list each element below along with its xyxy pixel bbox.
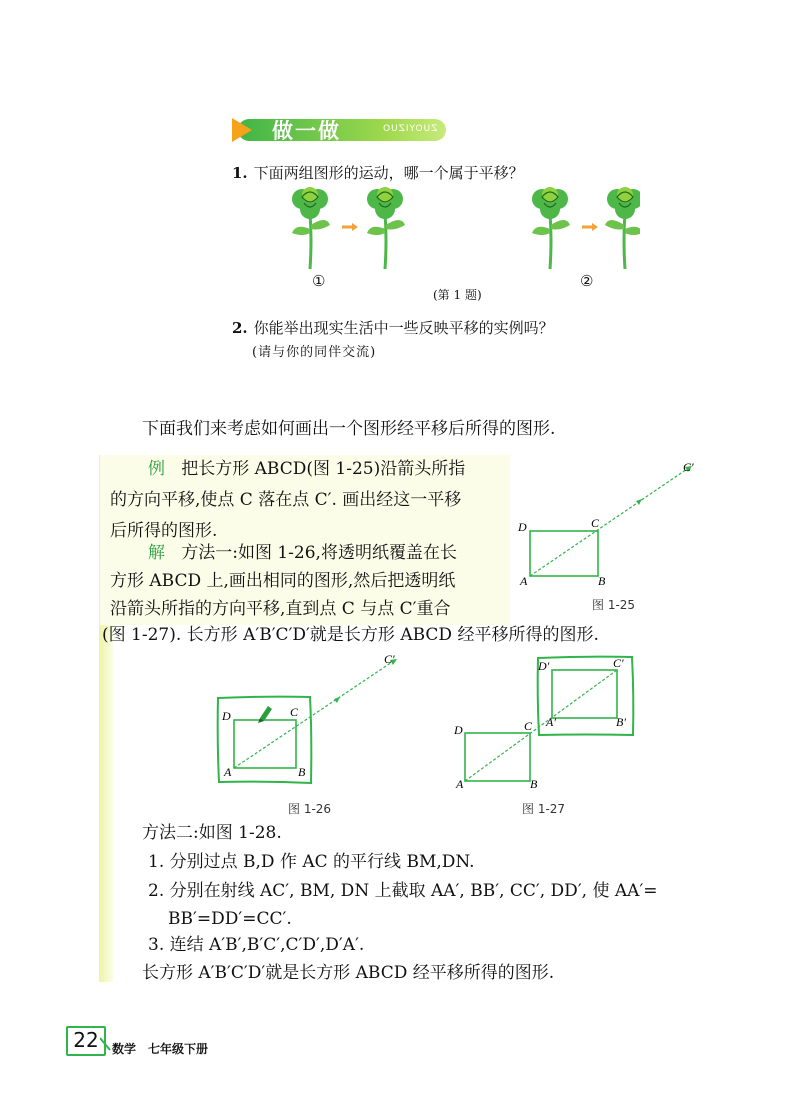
banner-title: 做一做 [272, 118, 341, 143]
solution-line-1 [148, 538, 457, 569]
method-2-title: 方法二:如图 1-28. [142, 823, 282, 843]
solution-line-3: 沿箭头所指的方向平移,直到点 C 与点 C′重合 [110, 599, 451, 619]
banner-pinyin: ZUOYIZUO [382, 124, 438, 134]
figure-1-26 [210, 650, 410, 790]
translation-arrow [530, 467, 690, 576]
point-b-label: B [530, 777, 538, 791]
figure-1-27 [450, 650, 650, 795]
arrow-right-icon [592, 223, 598, 231]
question-2-number: 2. [232, 319, 248, 337]
arrow-right-icon [352, 223, 358, 231]
flower-illustrations [280, 185, 640, 275]
book-title: 数学 七年级下册 [112, 1042, 209, 1056]
example-line-1 [148, 454, 465, 485]
solution-label: 解 [148, 543, 165, 563]
rectangle-abcd [234, 720, 296, 768]
example-line-2: 的方向平移,使点 C 落在点 C′. 画出经这一平移 [110, 490, 462, 510]
method-2-step-1: 1. 分别过点 B,D 作 AC 的平行线 BM,DN. [148, 852, 475, 872]
solution-text-1: 方法一:如图 1-26,将透明纸覆盖在长 [181, 543, 457, 563]
point-a-label: A [224, 765, 232, 779]
figure-1-25-caption: 图 1-25 [592, 598, 636, 612]
point-d-prime-label: D′ [538, 659, 550, 673]
question-2 [232, 317, 554, 338]
solution-line-4: (图 1-27). 长方形 A′B′C′D′就是长方形 ABCD 经平移所得的图形. [102, 625, 599, 645]
point-c-label: C [524, 719, 533, 733]
point-a-label: A [456, 777, 464, 791]
intro-text: 下面我们来考虑如何画出一个图形经平移后所得的图形. [142, 419, 556, 439]
point-a-label: A [520, 574, 528, 588]
method-2-step-2a: 2. 分别在射线 AC′, BM, DN 上截取 AA′, BB′, CC′, DD′, 使 AA′= [148, 881, 658, 901]
figure-1-26-caption: 图 1-26 [288, 802, 332, 816]
example-label: 例 [148, 459, 165, 479]
question-1-number: 1. [232, 164, 248, 182]
point-d-label: D [454, 723, 463, 737]
question-1 [232, 162, 524, 183]
point-b-label: B [598, 574, 606, 588]
point-c-label: C [290, 705, 299, 719]
method-2-step-3: 3. 连结 A′B′,B′C′,C′D′,D′A′. [148, 935, 365, 955]
point-c-prime-label: C′ [384, 652, 395, 666]
point-d-label: D [518, 520, 527, 534]
point-d-label: D [222, 709, 231, 723]
translation-arrow [465, 670, 617, 781]
figure-1-25 [515, 455, 705, 590]
translation-arrow [234, 660, 395, 768]
figure-caption-q1: (第 1 题) [433, 288, 482, 302]
question-2-text: 你能举出现实生活中一些反映平移的实例吗？ [253, 319, 554, 337]
solution-line-2: 方形 ABCD 上,画出相同的图形,然后把透明纸 [110, 571, 456, 591]
point-a-prime-label: A′ [546, 715, 556, 729]
point-b-prime-label: B′ [616, 715, 626, 729]
point-b-label: B [298, 765, 306, 779]
figure-label-1: ① [312, 272, 326, 290]
point-c-prime-label: C′ [683, 460, 694, 474]
flower-group-1 [292, 187, 405, 269]
point-c-label: C [591, 516, 600, 530]
figure-label-2: ② [580, 272, 594, 290]
method-2-step-2b: BB′=DD′=CC′. [168, 909, 292, 929]
flower-group-2 [532, 187, 640, 269]
example-text-1: 把长方形 ABCD(图 1-25)沿箭头所指 [181, 459, 466, 479]
question-1-text: 下面两组图形的运动，哪一个属于平移？ [253, 164, 524, 182]
example-line-3: 后所得的图形. [110, 521, 218, 541]
figure-1-27-caption: 图 1-27 [522, 802, 566, 816]
method-2-conclusion: 长方形 A′B′C′D′就是长方形 ABCD 经平移所得的图形. [142, 963, 555, 983]
point-c-prime-label: C′ [613, 656, 624, 670]
page-number: 22 [73, 1028, 99, 1052]
question-2-hint: (请与你的同伴交流) [252, 345, 377, 360]
